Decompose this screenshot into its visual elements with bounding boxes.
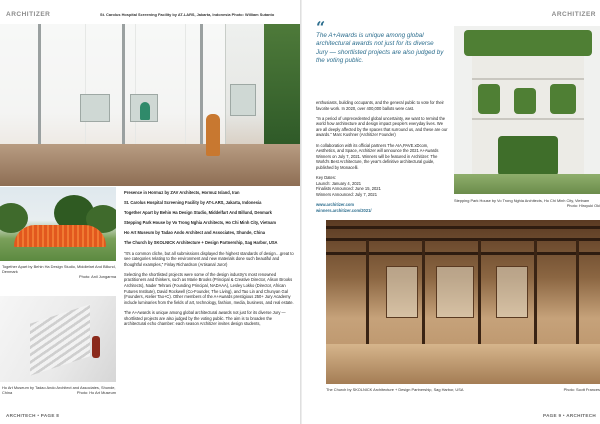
ho-art-museum-caption: Ho Art Museum by Tadao Ando Architect and Associates, Shunde, China Photo: Ho Art Museum bbox=[2, 385, 116, 395]
pull-quote: The A+Awards is unique among global architectural awards not just for its diverse Jury — shortlisted projects are also judged by the voting public. bbox=[316, 32, 444, 65]
stepping-park-house-photo bbox=[454, 26, 600, 194]
right-body-text: enthusiasts, building occupants, and the general public to vote for their favorite work. In 2020, over 400,000 ballots were cast. "In a period of unprecedented global uncertainty, we want to remind the world how architecture and design impact people's everyday lives. We are all deeply affected by the spaces that surround us, and these are our awards." Marc Kushner (Architizer Founder) In collaboration with its official partners The AIA,PAVE.xDcom, Aesthetics, and Space, Architizer will announce the 2021 A+Awards Winners on July 7, 2021. Winners will be featured in Architizer: The World's Best Architecture, the year's definitive architectural guide, published by Monacelli. Key Dates: Launch: January 4, 2021 Finalists Announced: June 15, 2021 Winners Announced: July 7, 2021 www.architizer.com winners.architizer.com/2021/ bbox=[316, 100, 448, 213]
brand-header-right: ARCHITIZER bbox=[551, 11, 596, 18]
left-body-text: Presence in Hormuz by ZAV Architects, Hormuz Island, Iran St. Carolus Hospital Screening Facility by AT-LARS, Jakarta, Indonesia Together Apart by Behin Ha Design Studio, Middelfart And Billund, Denmark Stepping Park House by Vo Trong Nghia Architects, Ho Chi Minh City, Vietnam Ho Art Museum by Tadao Ando Architect and Associates, Shunde, China The Church by SKOLNICK Architecture + Design Partnership, Sag Harbor, USA "It's a common cliche, but all submissions displayed the highest standards of design…great to see categories relating to the environment and new materials done such beautiful and thoughtful examples," Finlay Richardson (Artisanal Juror) Selecting the shortlisted projects were some of the design industry's most renowned practitioners and thinkers, such as Marie Brooks (Principal & Creative Director, Alison Brooks Architects), Nader Tehrani (Founding Principal, NADAAA), Lesley Lokko (Director, African Futures Institute), David Rockwell (Co-Founder, The Living), and Tao Lin and Chunyan Gal (Founders, Atelier Tao+C). Other members of the A+Awards prestigious 250+ Jury Academy include luminaries from the fields of art, technology, fashion, media, business, and real estate. The A+Awards is unique among global architectural awards not just for its diverse Jury — shortlisted projects are also judged by the voting public. The aim is to broaden the architectural echo chamber: each season Architizer invites design students, bbox=[124, 190, 294, 327]
left-page-footer: ARCHITECH • PAGE 8 bbox=[6, 413, 60, 418]
right-page-footer: PAGE 9 • ARCHITECH bbox=[543, 413, 596, 418]
church-caption: The Church by SKOLNICK Architecture + Design Partnership, Sag Harbor, USA Photo: Scott Frances bbox=[326, 387, 600, 392]
architizer-link[interactable]: www.architizer.com bbox=[316, 201, 355, 207]
winners-link[interactable]: winners.architizer.com/2021/ bbox=[316, 207, 372, 213]
stepping-park-caption: Stepping Park House by Vo Trong Nghia Architects, Ho Chi Minh City, Vietnam Photo: Hiroyuki Oki bbox=[454, 198, 600, 208]
right-page bbox=[302, 0, 600, 424]
screening-facility-photo bbox=[0, 24, 300, 186]
brand-header: ARCHITIZER bbox=[6, 11, 51, 18]
together-apart-photo bbox=[0, 187, 116, 261]
ho-art-museum-photo bbox=[0, 296, 116, 382]
together-apart-caption: Together Apart by Behin Ha Design Studio, Middlefart And Billund, Denmark Photo: Anil Jungarma bbox=[2, 264, 116, 279]
church-photo bbox=[326, 220, 600, 384]
top-photo-caption: St. Carolus Hospital Screening Facility by AT-LARS, Jakarta, Indonesia Photo: William Sutanto bbox=[100, 12, 275, 17]
quote-mark-icon: “ bbox=[316, 18, 326, 37]
